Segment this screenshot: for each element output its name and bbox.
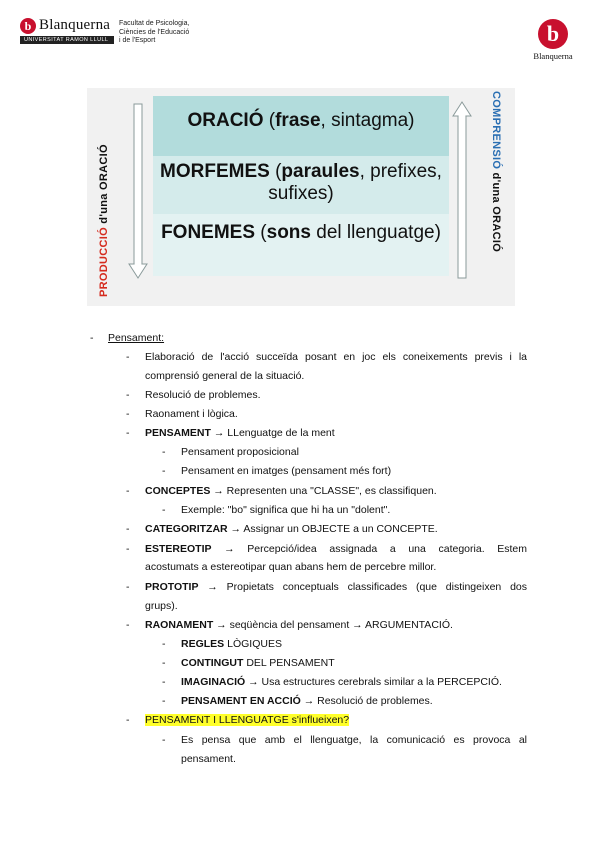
bullet-dash: - xyxy=(126,523,130,535)
logo-b-icon: b xyxy=(538,19,568,49)
band-morphemes: MORFEMES (paraules, prefixes, sufixes) xyxy=(153,156,449,214)
faculty-line: Ciències de l'Educació xyxy=(119,28,190,36)
sub-list-item: REGLES LÒGIQUES xyxy=(181,638,282,650)
sub-list-item: Pensament en imatges (pensament més fort) xyxy=(181,465,392,477)
bullet-dash: - xyxy=(162,504,166,516)
sub-list-item: Exemple: "bo" significa que hi ha un "dolent". xyxy=(181,504,391,516)
list-item: Raonament i lògica. xyxy=(145,408,238,420)
sub-list-item: PENSAMENT EN ACCIÓ → Resolució de problemes. xyxy=(181,695,433,707)
blanquerna-logo-right xyxy=(525,19,581,61)
list-item: PROTOTIP → Propietats conceptuals classificades (que distingeixen dos xyxy=(145,581,527,593)
logo-wordmark: Blanquerna xyxy=(39,17,111,33)
section-heading: Pensament: xyxy=(108,332,165,344)
list-item: PENSAMENT → LLenguatge de la ment xyxy=(145,427,335,439)
bullet-dash: - xyxy=(162,734,166,746)
bullet-dash: - xyxy=(126,389,130,401)
list-item: ESTEREOTIP → Percepció/idea assignada a una categoria. Estem xyxy=(145,543,527,555)
up-arrow-icon xyxy=(453,102,471,278)
list-item: CATEGORITZAR → Assignar un OBJECTE a un CONCEPTE. xyxy=(145,523,438,535)
bullet-dash: - xyxy=(126,581,130,593)
sub-list-item: IMAGINACIÓ → Usa estructures cerebrals similar a la PERCEPCIÓ. xyxy=(181,676,502,688)
bullet-dash: - xyxy=(162,465,166,477)
bullet-dash: - xyxy=(162,638,166,650)
band-phonemes: FONEMES (sons del llenguatge) xyxy=(153,214,449,276)
list-item-cont: grups). xyxy=(145,600,178,612)
bullet-dash: - xyxy=(90,332,94,344)
bullet-dash: - xyxy=(162,446,166,458)
faculty-line: i de l'Esport xyxy=(119,37,156,44)
language-levels-diagram xyxy=(87,88,515,306)
band-sentence: ORACIÓ (frase, sintagma) xyxy=(153,96,449,156)
sub-list-item-cont: pensament. xyxy=(181,753,236,765)
list-item: Elaboració de l'acció succeïda posant en joc els coneixements previs i la xyxy=(145,351,527,363)
list-item: Resolució de problemes. xyxy=(145,389,261,401)
list-item: RAONAMENT → seqüència del pensament → ARGUMENTACIÓ. xyxy=(145,619,453,631)
bullet-dash: - xyxy=(126,351,130,363)
list-item-cont: acostumats a estereotipar quan abans hem de percebre millor. xyxy=(145,561,437,573)
bullet-dash: - xyxy=(162,695,166,707)
bullet-dash: - xyxy=(126,427,130,439)
faculty-line: Facultat de Psicologia, xyxy=(119,20,190,27)
sub-list-item: Es pensa que amb el llenguatge, la comunicació es provoca al xyxy=(181,734,527,746)
faculty-name xyxy=(119,20,209,46)
sub-list-item: Pensament proposicional xyxy=(181,446,299,458)
highlighted-question: PENSAMENT I LLENGUATGE s'influeixen? xyxy=(145,714,350,726)
logo-b-icon: b xyxy=(20,18,36,34)
bullet-dash: - xyxy=(126,714,130,726)
sub-list-item: CONTINGUT DEL PENSAMENT xyxy=(181,657,335,669)
bullet-dash: - xyxy=(162,657,166,669)
bullet-dash: - xyxy=(126,485,130,497)
bullet-dash: - xyxy=(126,408,130,420)
bullet-dash: - xyxy=(126,543,130,555)
list-item: CONCEPTES → Representen una "CLASSE", es classifiquen. xyxy=(145,485,437,497)
university-bar: UNIVERSITAT RAMON LLULL xyxy=(20,36,114,44)
list-item-cont: comprensió general de la situació. xyxy=(145,370,305,382)
blanquerna-logo xyxy=(20,17,114,44)
production-label: PRODUCCIÓ d'una ORACIÓ xyxy=(98,144,110,297)
down-arrow-icon xyxy=(129,104,147,278)
bullet-dash: - xyxy=(126,619,130,631)
logo-wordmark: Blanquerna xyxy=(533,51,573,61)
comprehension-label: COMPRENSIÓ d'una ORACIÓ xyxy=(490,91,502,253)
bullet-dash: - xyxy=(162,676,166,688)
